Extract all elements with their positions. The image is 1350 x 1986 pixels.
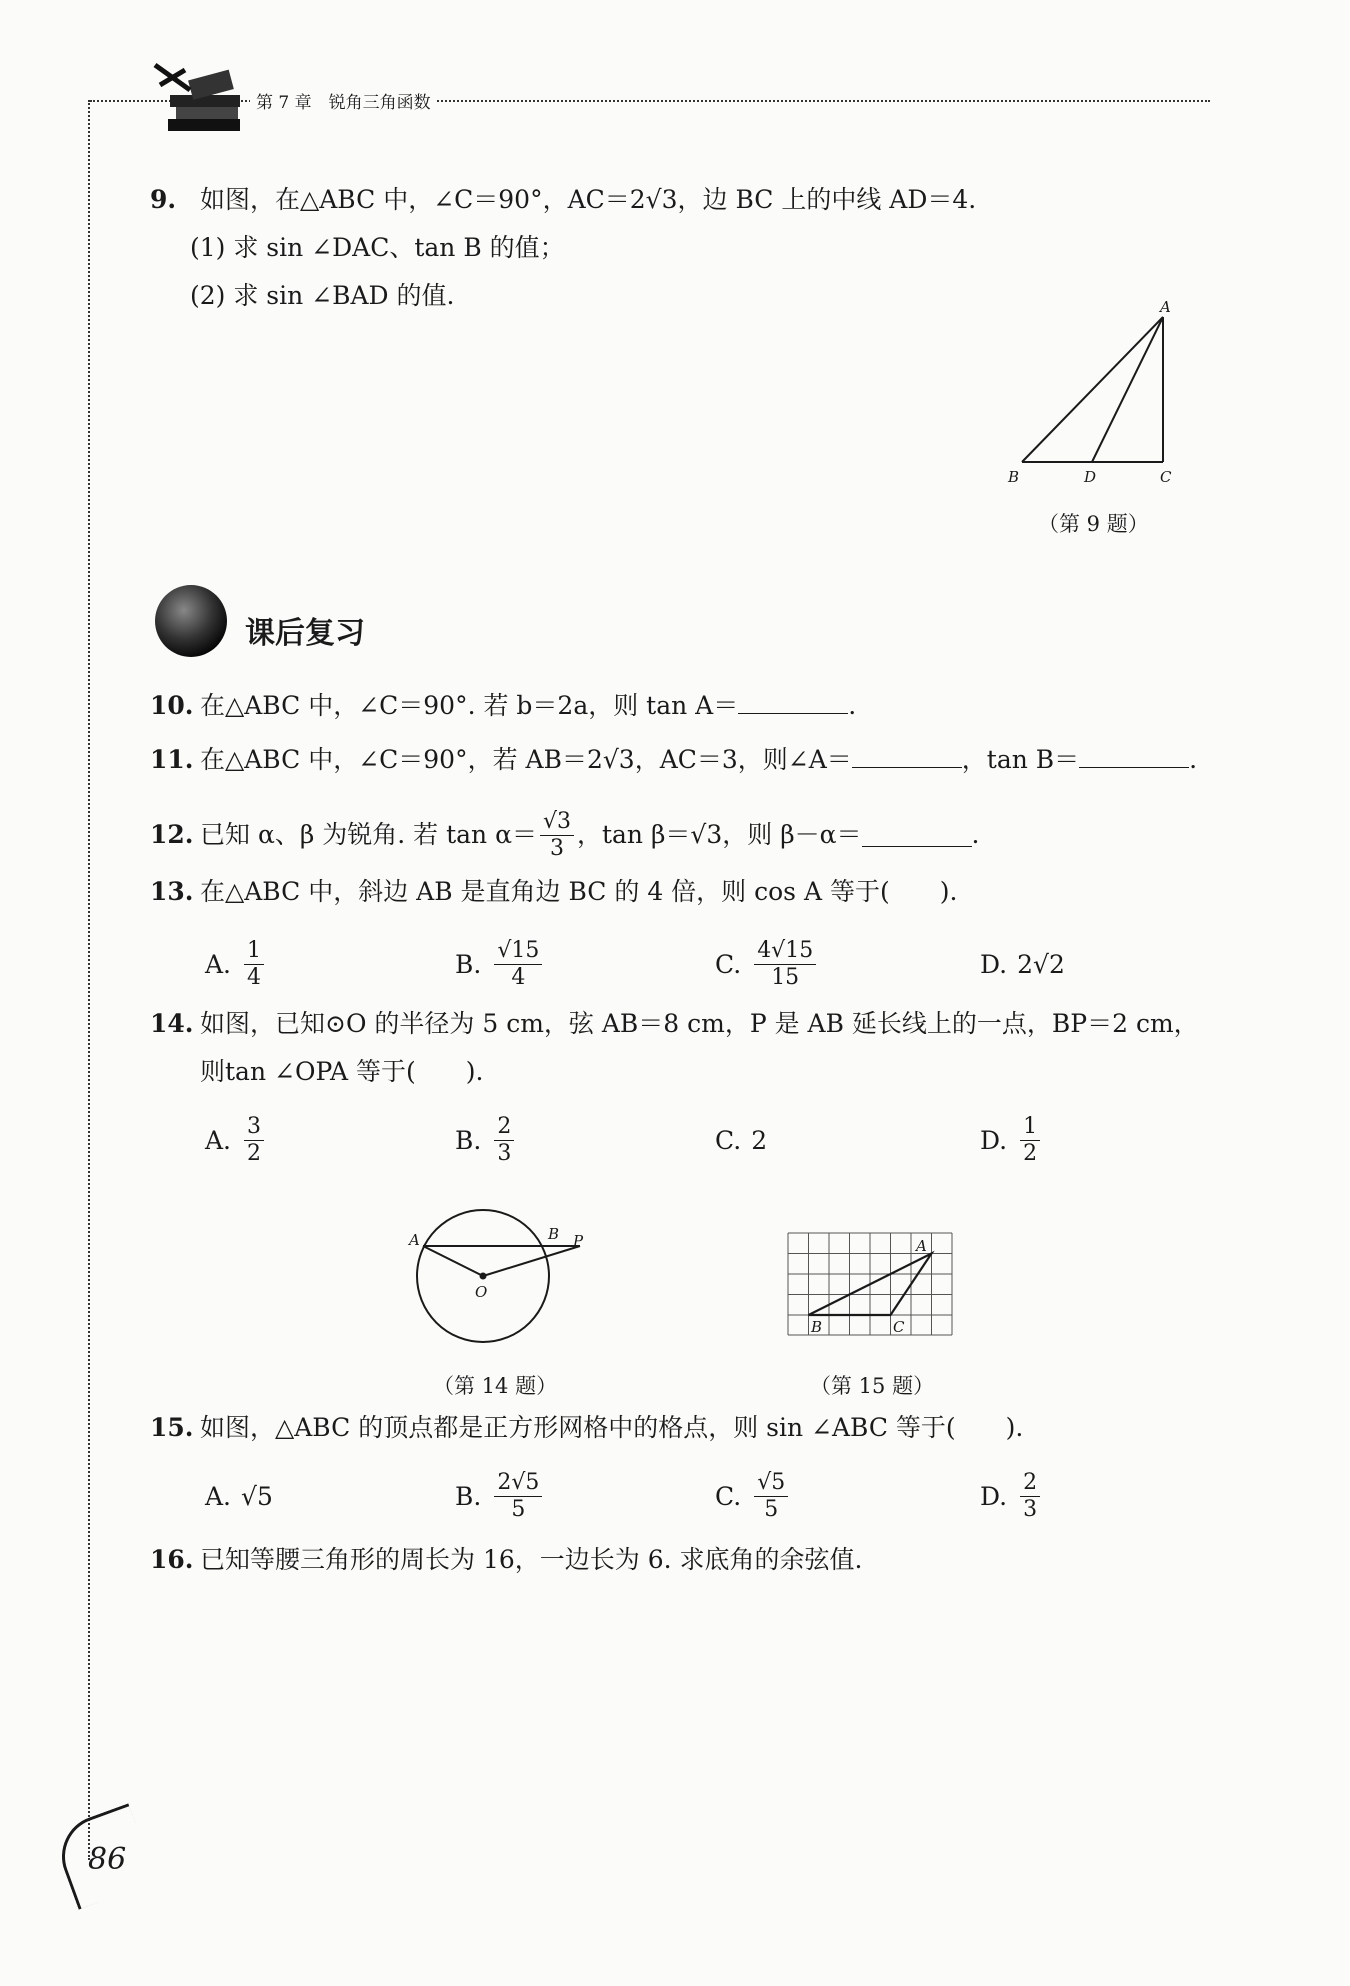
question-14-options (205, 1108, 1105, 1172)
question-13-options (205, 932, 1105, 996)
question-number: 14. (150, 1009, 194, 1038)
figure-label-o: O (475, 1283, 488, 1301)
option-label: C. (715, 949, 742, 979)
numerator: 4√15 (754, 938, 816, 965)
denominator: 2 (247, 1140, 262, 1166)
option-value: 2√2 (1017, 949, 1065, 979)
option-label: C. (715, 1125, 742, 1155)
question-number: 12. (150, 820, 194, 849)
numerator: √15 (494, 938, 542, 965)
fraction (244, 938, 264, 991)
numerator: 2√5 (494, 1470, 542, 1497)
option-d[interactable] (980, 1464, 1043, 1528)
fraction (494, 1114, 514, 1167)
denominator: 5 (511, 1496, 526, 1522)
page-number: 86 (88, 1842, 127, 1877)
fraction (1020, 1470, 1040, 1523)
figure-label-d: D (1084, 468, 1097, 486)
figure-label-a: A (916, 1237, 927, 1255)
option-b[interactable] (455, 932, 545, 996)
question-number: 10. (150, 691, 194, 720)
option-label: C. (715, 1481, 742, 1511)
question-number: 9. (150, 185, 177, 214)
question-14 (150, 1008, 1199, 1040)
numerator: √5 (754, 1470, 788, 1497)
question-14-line-2: 则tan ∠OPA 等于( ). (200, 1057, 484, 1086)
figure-9-triangle (1000, 295, 1200, 495)
figure-label-a: A (1160, 298, 1171, 316)
numerator: 2 (1020, 1470, 1040, 1497)
question-stem: 如图，在△ABC 中，∠C＝90°，AC＝2√3，边 BC 上的中线 AD＝4. (200, 185, 977, 214)
books-icon (150, 55, 250, 135)
figure-15-grid (785, 1230, 955, 1340)
figure-label-b: B (1008, 468, 1020, 486)
answer-blank-angle-a[interactable] (852, 745, 962, 768)
question-15 (150, 1412, 1023, 1444)
option-c[interactable] (715, 1464, 791, 1528)
figure-14-circle (405, 1200, 595, 1345)
figure-9-caption: （第 9 题） (1038, 512, 1149, 536)
option-label: D. (980, 1125, 1008, 1155)
question-stem: 在△ABC 中，∠C＝90°. 若 b＝2a，则 tan A＝ (200, 691, 739, 720)
question-13 (150, 876, 957, 908)
fraction (494, 1470, 542, 1523)
option-c[interactable] (715, 932, 819, 996)
answer-blank[interactable] (862, 824, 972, 847)
numerator: √3 (540, 809, 574, 836)
denominator: 3 (1023, 1496, 1038, 1522)
numerator: 1 (244, 938, 264, 965)
fraction (494, 938, 542, 991)
section-title: 课后复习 (245, 616, 365, 651)
question-12 (150, 800, 980, 870)
question-stem: 已知等腰三角形的周长为 16，一边长为 6. 求底角的余弦值. (200, 1545, 863, 1574)
option-value: 2 (751, 1125, 768, 1155)
option-label: D. (980, 1481, 1008, 1511)
denominator: 5 (764, 1496, 779, 1522)
option-b[interactable] (455, 1108, 517, 1172)
option-c[interactable] (715, 1108, 767, 1172)
question-10 (150, 690, 856, 722)
figure-label-a: A (409, 1231, 420, 1249)
answer-blank-tan-b[interactable] (1079, 745, 1189, 768)
figure-label-b: B (811, 1318, 823, 1336)
option-d[interactable] (980, 1108, 1043, 1172)
option-label: A. (205, 1481, 232, 1511)
numerator: 3 (244, 1114, 264, 1141)
question-stem: 已知 α、β 为锐角. 若 tan α＝ (200, 820, 537, 849)
question-11 (150, 744, 1197, 776)
figure-15-caption: （第 15 题） (810, 1374, 935, 1398)
punctuation: . (971, 820, 980, 849)
denominator: 4 (247, 964, 262, 990)
fraction (754, 1470, 788, 1523)
option-label: B. (455, 1125, 482, 1155)
option-value: √5 (241, 1481, 273, 1511)
denominator: 15 (771, 964, 800, 990)
fraction (244, 1114, 264, 1167)
denominator: 4 (511, 964, 526, 990)
question-stem: 在△ABC 中，∠C＝90°，若 AB＝2√3，AC＝3，则∠A＝ (200, 745, 852, 774)
fraction (1020, 1114, 1040, 1167)
sphere-icon (155, 585, 227, 657)
figure-label-p: P (573, 1232, 584, 1250)
option-label: B. (455, 1481, 482, 1511)
question-number: 16. (150, 1545, 194, 1574)
question-number: 15. (150, 1413, 194, 1442)
figure-label-c: C (1160, 468, 1172, 486)
question-number: 13. (150, 877, 194, 906)
option-label: B. (455, 949, 482, 979)
figure-14-caption: （第 14 题） (433, 1374, 558, 1398)
option-b[interactable] (455, 1464, 545, 1528)
question-9-part-1: (1) 求 sin ∠DAC、tan B 的值； (190, 233, 565, 262)
question-15-options (205, 1464, 1105, 1528)
question-stem: 在△ABC 中，斜边 AB 是直角边 BC 的 4 倍，则 cos A 等于( ). (200, 877, 958, 906)
option-a[interactable] (205, 1108, 267, 1172)
fraction (754, 938, 816, 991)
option-label: A. (205, 949, 232, 979)
question-9 (150, 184, 976, 216)
option-a[interactable] (205, 932, 267, 996)
question-16 (150, 1544, 862, 1576)
figure-label-b: B (548, 1225, 560, 1243)
denominator: 3 (497, 1140, 512, 1166)
option-a[interactable] (205, 1464, 273, 1528)
question-stem-mid: ，tan B＝ (961, 745, 1080, 774)
numerator: 1 (1020, 1114, 1040, 1141)
option-label: A. (205, 1125, 232, 1155)
question-number: 11. (150, 745, 194, 774)
numerator: 2 (494, 1114, 514, 1141)
punctuation: . (848, 691, 857, 720)
option-d[interactable] (980, 932, 1065, 996)
option-label: D. (980, 949, 1008, 979)
denominator: 3 (549, 835, 564, 861)
page-frame-left-border (88, 100, 90, 1860)
question-stem-post: ，tan β＝√3，则 β－α＝ (576, 820, 862, 849)
figure-label-c: C (893, 1318, 905, 1336)
question-9-part-2: (2) 求 sin ∠BAD 的值. (190, 281, 455, 310)
punctuation: . (1189, 745, 1198, 774)
question-stem: 如图，△ABC 的顶点都是正方形网格中的格点，则 sin ∠ABC 等于( ). (200, 1413, 1024, 1442)
denominator: 2 (1023, 1140, 1038, 1166)
chapter-label: 第 7 章 锐角三角函数 (250, 88, 437, 113)
answer-blank[interactable] (738, 691, 848, 714)
question-stem: 如图，已知⊙O 的半径为 5 cm，弦 AB＝8 cm，P 是 AB 延长线上的一点，BP＝2 cm， (200, 1009, 1199, 1038)
fraction (540, 809, 574, 862)
